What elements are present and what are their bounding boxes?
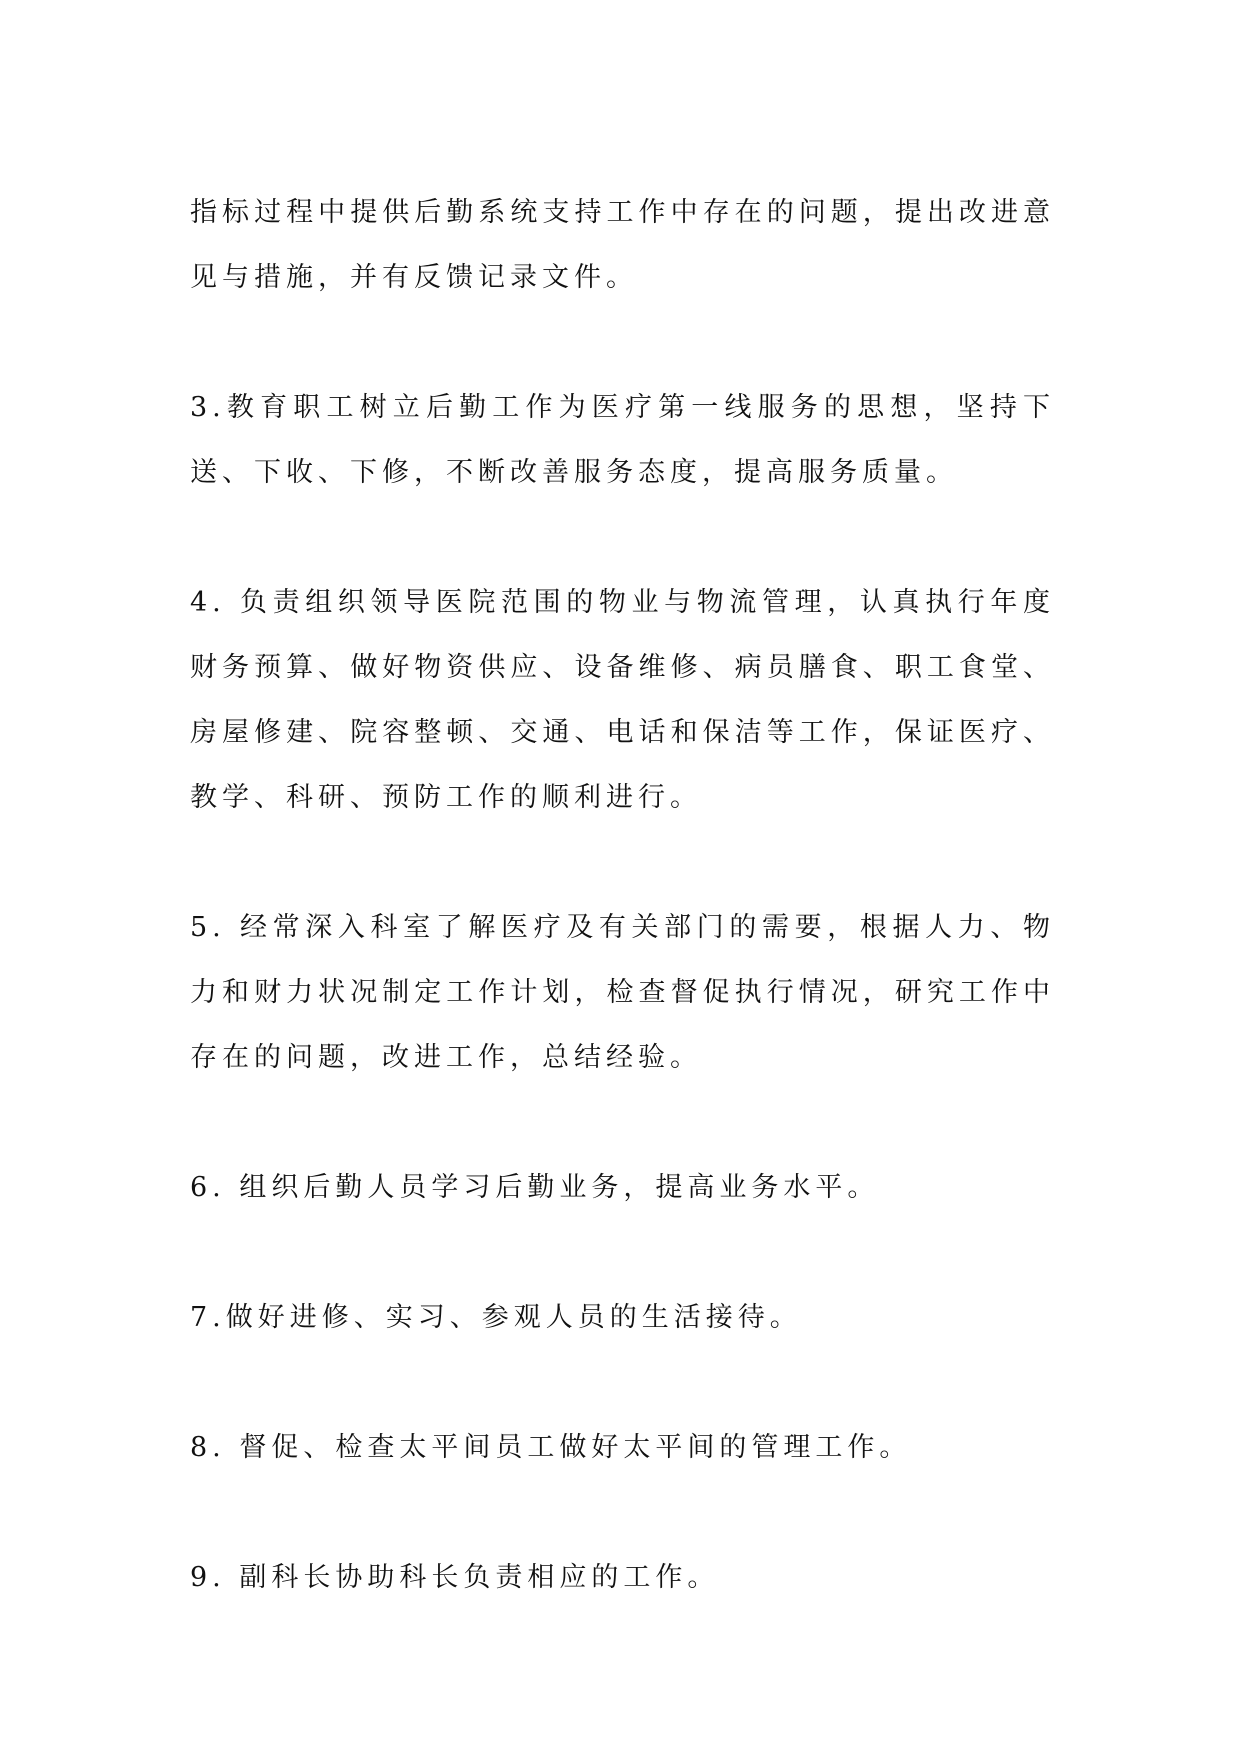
paragraph-item-6: 6. 组织后勤人员学习后勤业务，提高业务水平。 <box>190 1172 880 1203</box>
paragraph-item-8: 8. 督促、检查太平间员工做好太平间的管理工作。 <box>190 1432 912 1463</box>
paragraph-continuation: 指标过程中提供后勤系统支持工作中存在的问题，提出改进意见与措施，并有反馈记录文件。 <box>190 197 1055 293</box>
paragraph-item-4: 4. 负责组织领导医院范围的物业与物流管理，认真执行年度财务预算、做好物资供应、设备维修、病员膳食、职工食堂、房屋修建、院容整顿、交通、电话和保洁等工作，保证医疗、教学、科研、预防工作的顺利进行。 <box>190 587 1055 813</box>
paragraph-item-7: 7.做好进修、实习、参观人员的生活接待。 <box>190 1302 802 1333</box>
paragraph-item-3: 3.教育职工树立后勤工作为医疗第一线服务的思想，坚持下送、下收、下修，不断改善服务态度，提高服务质量。 <box>190 392 1055 488</box>
paragraph-item-5: 5. 经常深入科室了解医疗及有关部门的需要，根据人力、物力和财力状况制定工作计划，检查督促执行情况，研究工作中存在的问题，改进工作，总结经验。 <box>190 912 1055 1073</box>
paragraph-item-9: 9. 副科长协助科长负责相应的工作。 <box>190 1562 720 1593</box>
